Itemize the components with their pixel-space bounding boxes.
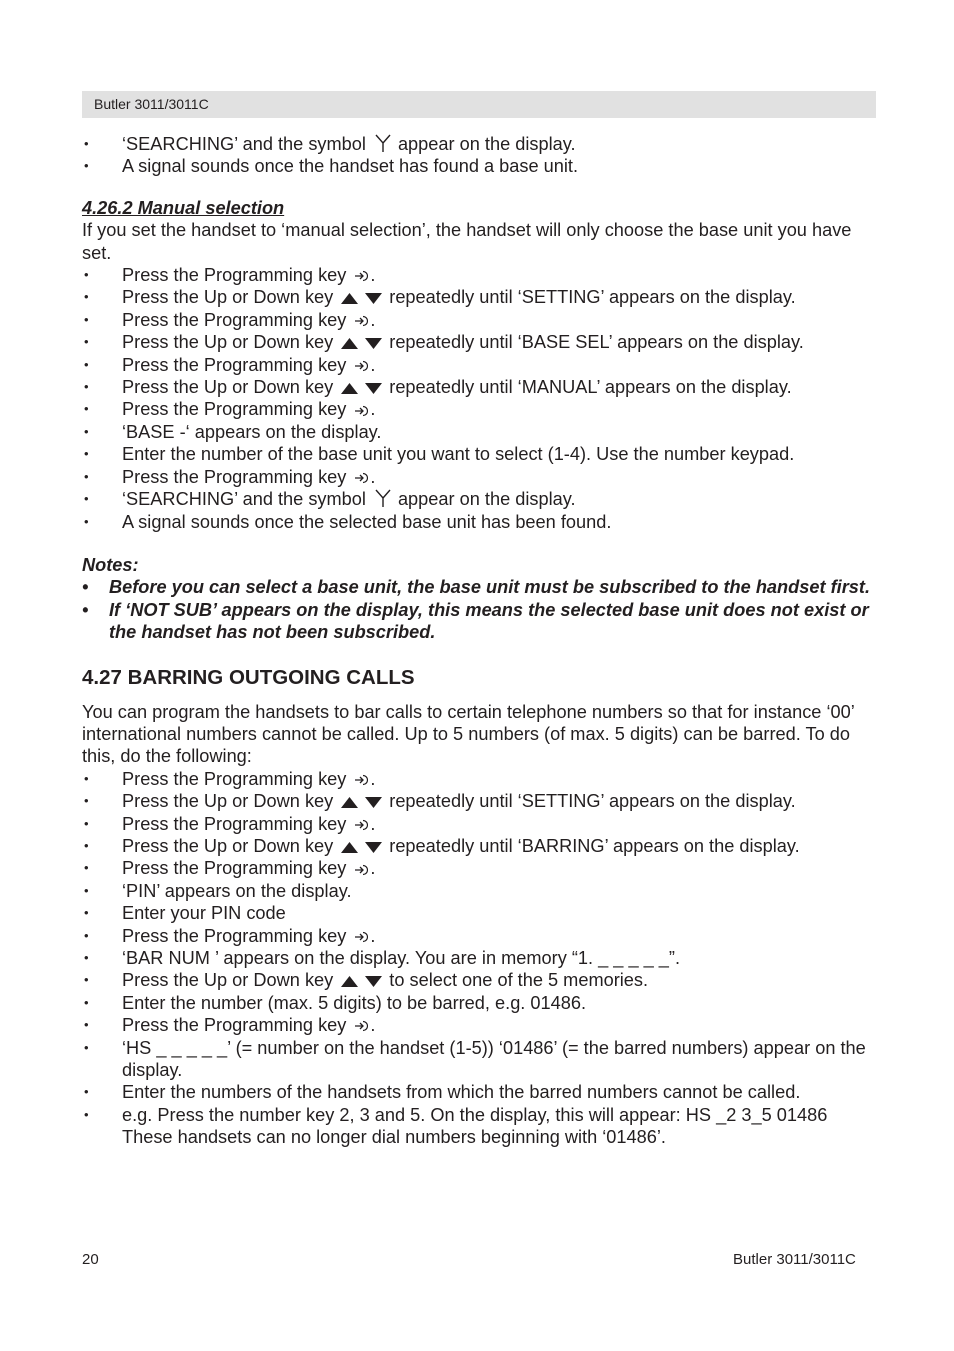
up-down-key-icon <box>341 796 385 809</box>
up-down-key-icon <box>341 841 385 854</box>
list-item: • Press the Programming key . <box>84 858 376 879</box>
up-down-key-icon <box>341 975 385 988</box>
programming-key-icon <box>354 270 368 282</box>
list-item: • Press the Programming key . <box>84 925 376 946</box>
list-item: • Press the Programming key . <box>84 1015 376 1036</box>
note-item: • Before you can select a base unit, the base unit must be subscribed to the handset first. <box>82 577 871 598</box>
programming-key-icon <box>354 360 368 372</box>
list-item: • Press the Up or Down key to select one of the 5 memories. <box>84 970 649 991</box>
up-down-key-icon <box>341 382 385 395</box>
programming-key-icon <box>354 931 368 943</box>
subsection-paragraph: If you set the handset to ‘manual selection’, the handset will only choose the base unit you have set. <box>82 220 852 263</box>
programming-key-icon <box>354 819 368 831</box>
list-item: • e.g. Press the number key 2, 3 and 5. On the display, this will appear: HS _2 3_5 01486 These handsets can no longer dial numbers beginning with ‘01486’. <box>84 1104 828 1148</box>
list-item: • Enter the numbers of the handsets from which the barred numbers cannot be called. <box>84 1082 801 1103</box>
page-number: 20 <box>82 1251 99 1268</box>
list-item: • ‘PIN’ appears on the display. <box>84 880 352 901</box>
programming-key-icon <box>354 1020 368 1032</box>
list-item: • Press the Up or Down key repeatedly until ‘SETTING’ appears on the display. <box>84 287 796 308</box>
list-item: • ‘SEARCHING’ and the symbol appear on the display. <box>84 134 576 154</box>
list-item: • A signal sounds once the handset has found a base unit. <box>84 156 579 177</box>
list-item: • Enter the number (max. 5 digits) to be barred, e.g. 01486. <box>84 992 587 1013</box>
list-item: • ‘BASE -‘ appears on the display. <box>84 421 382 442</box>
barring-steps <box>82 768 882 1149</box>
list-item: • ‘SEARCHING’ and the symbol appear on the display. <box>84 489 576 510</box>
list-item: • Press the Up or Down key repeatedly until ‘SETTING’ appears on the display. <box>84 791 796 812</box>
intro-list <box>82 133 882 178</box>
list-item: • Press the Programming key . <box>84 265 376 286</box>
section-title: 4.27 BARRING OUTGOING CALLS <box>82 665 415 689</box>
list-item: • Press the Programming key . <box>84 354 376 375</box>
note-item: • If ‘NOT SUB’ appears on the display, this means the selected base unit does not exist or the handset has not been subscribed. <box>82 599 869 643</box>
up-down-key-icon <box>341 292 385 305</box>
footer-title: Butler 3011/3011C <box>733 1251 856 1268</box>
list-item: • Enter your PIN code <box>84 903 286 924</box>
list-item: • Press the Programming key . <box>84 466 376 487</box>
programming-key-icon <box>354 405 368 417</box>
list-item: • ‘BAR NUM ’ appears on the display. You are in memory “1. _ _ _ _ _”. <box>84 948 681 968</box>
header-title: Butler 3011/3011C <box>94 96 209 112</box>
programming-key-icon <box>354 472 368 484</box>
manual-selection-steps <box>82 264 882 533</box>
list-item: • A signal sounds once the selected base unit has been found. <box>84 511 612 532</box>
programming-key-icon <box>354 774 368 786</box>
list-item: • Press the Programming key . <box>84 768 376 789</box>
list-item: • Press the Up or Down key repeatedly until ‘BASE SEL’ appears on the display. <box>84 332 804 353</box>
antenna-signal-icon <box>374 133 392 153</box>
list-item: • Press the Up or Down key repeatedly until ‘MANUAL’ appears on the display. <box>84 377 792 398</box>
list-item: • ‘HS _ _ _ _ _’ (= number on the handset (1-5)) ‘01486’ (= the barred numbers) appear on the display. <box>84 1037 866 1081</box>
notes-list <box>82 576 882 643</box>
programming-key-icon <box>354 864 368 876</box>
antenna-signal-icon <box>374 488 392 508</box>
running-header <box>82 91 876 118</box>
page-content <box>82 133 882 1149</box>
section-paragraph: You can program the handsets to bar calls to certain telephone numbers so that for instance ‘00’ international numbers cannot be called. Up to 5 numbers (of max. 5 digits) can be barred. To do this, do the following: <box>82 701 855 767</box>
list-item: • Press the Programming key . <box>84 309 376 330</box>
list-item: • Press the Programming key . <box>84 813 376 834</box>
notes-title: Notes: <box>82 554 139 575</box>
up-down-key-icon <box>341 337 385 350</box>
list-item: • Press the Up or Down key repeatedly until ‘BARRING’ appears on the display. <box>84 835 800 856</box>
programming-key-icon <box>354 315 368 327</box>
subsection-heading: 4.26.2 Manual selection <box>82 197 285 218</box>
list-item: • Enter the number of the base unit you want to select (1-4). Use the number keypad. <box>84 444 795 465</box>
list-item: • Press the Programming key . <box>84 399 376 420</box>
